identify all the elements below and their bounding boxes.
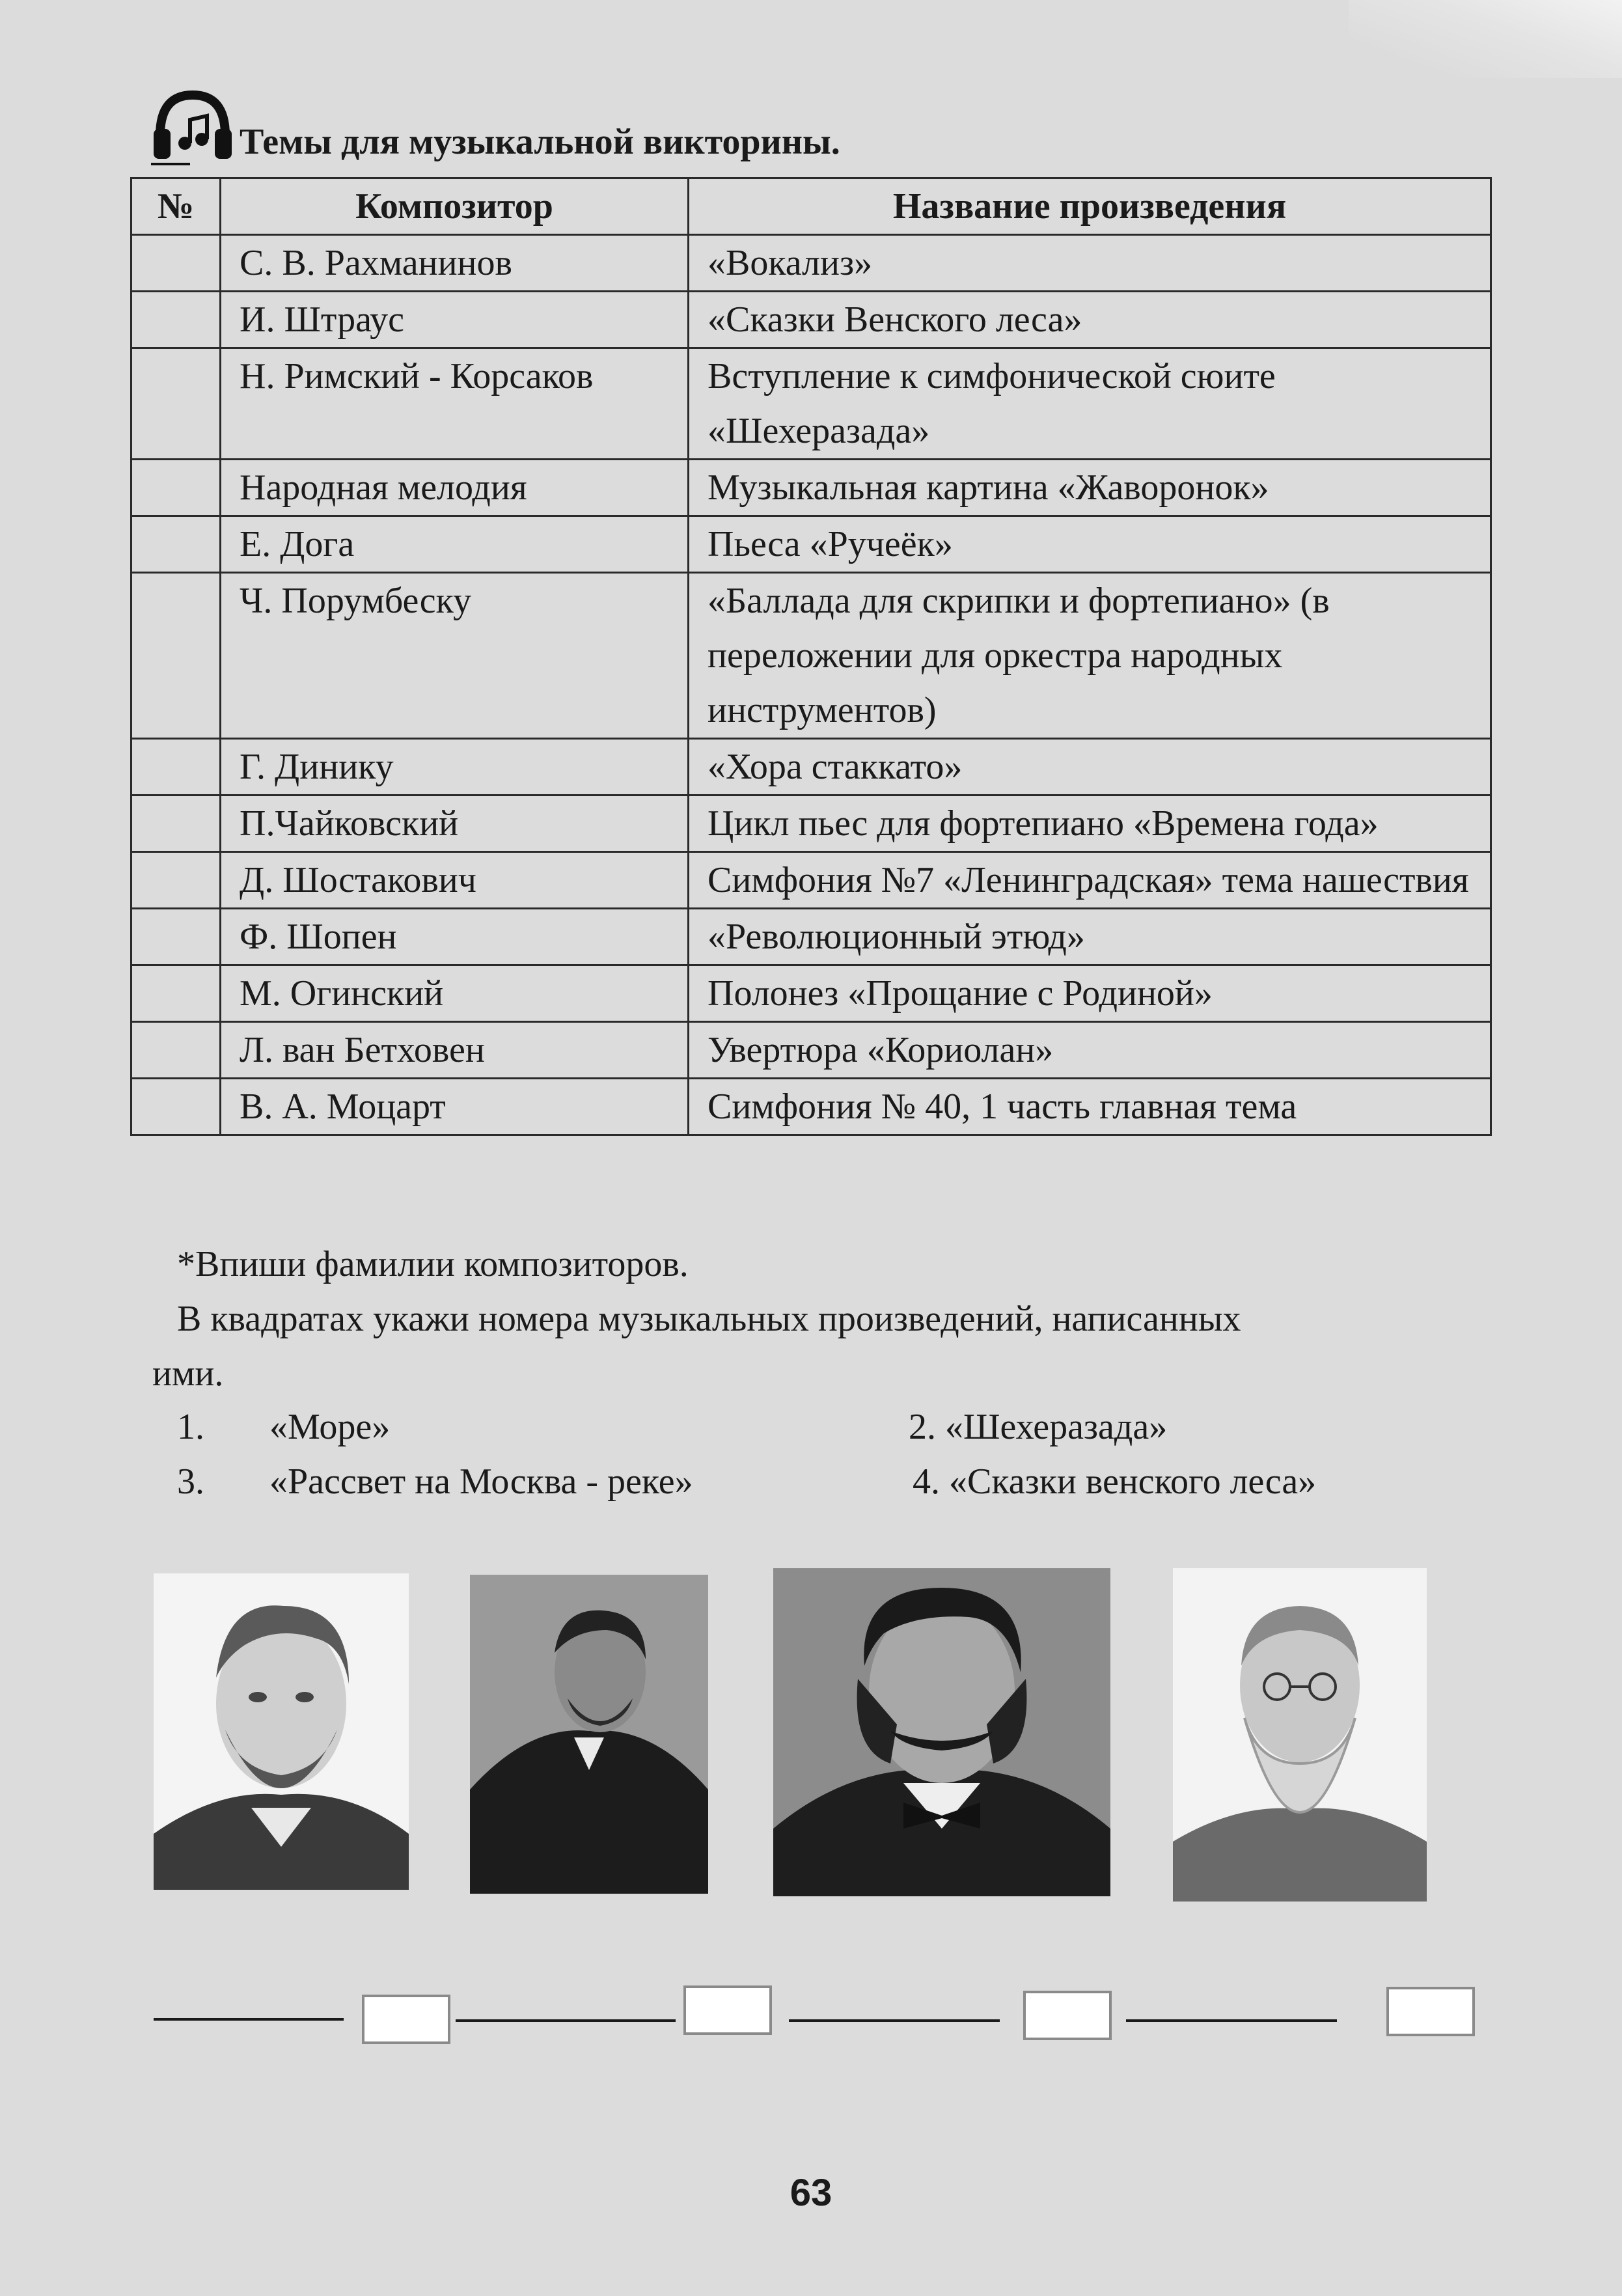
answer-row: [0, 1979, 1622, 2057]
table-row: [131, 292, 1491, 348]
table-row: [131, 1079, 1491, 1135]
work-cell: «Баллада для скрипки и фортепиано» (в переложении для оркестра народных инструментов): [689, 573, 1491, 739]
table-row: [131, 516, 1491, 573]
table-row: [131, 1022, 1491, 1079]
number-cell[interactable]: [131, 516, 221, 573]
number-cell[interactable]: [131, 1079, 221, 1135]
table-header-row: [131, 178, 1491, 235]
name-blank-3[interactable]: [789, 2019, 1000, 2022]
work-number: 1.: [177, 1407, 204, 1447]
work-number: 3.: [177, 1461, 204, 1502]
work-title: «Рассвет на Москва - реке»: [269, 1461, 693, 1502]
work-cell: Музыкальная картина «Жаворонок»: [689, 460, 1491, 516]
work-cell: Цикл пьес для фортепиано «Времена года»: [689, 795, 1491, 852]
composer-cell: Народная мелодия: [221, 460, 689, 516]
work-cell: «Революционный этюд»: [689, 909, 1491, 965]
instruction-line-3: ими.: [152, 1353, 224, 1394]
number-cell[interactable]: [131, 795, 221, 852]
work-cell: Симфония №7 «Ленинградская» тема нашествия: [689, 852, 1491, 909]
work-cell: «Вокализ»: [689, 235, 1491, 292]
number-cell[interactable]: [131, 852, 221, 909]
instructions: [154, 1237, 1241, 1401]
work-title: «Шехеразада»: [945, 1407, 1168, 1447]
work-cell: Вступление к симфонической сюите «Шехеразада»: [689, 348, 1491, 460]
composer-cell: Е. Дога: [221, 516, 689, 573]
work-cell: «Сказки Венского леса»: [689, 292, 1491, 348]
header: [151, 83, 840, 167]
composer-cell: И. Штраус: [221, 292, 689, 348]
table-row: [131, 348, 1491, 460]
number-box-3[interactable]: [1023, 1991, 1112, 2040]
composer-cell: Д. Шостакович: [221, 852, 689, 909]
header-number: №: [131, 178, 221, 235]
name-blank-1[interactable]: [154, 2018, 344, 2021]
table-row: [131, 460, 1491, 516]
number-cell[interactable]: [131, 235, 221, 292]
table-row: [131, 573, 1491, 739]
composer-cell: В. А. Моцарт: [221, 1079, 689, 1135]
table-row: [131, 795, 1491, 852]
composer-cell: М. Огинский: [221, 965, 689, 1022]
number-box-2[interactable]: [683, 1985, 772, 2035]
work-cell: Полонез «Прощание с Родиной»: [689, 965, 1491, 1022]
composer-cell: Г. Динику: [221, 739, 689, 795]
work-item-2: [909, 1400, 1167, 1454]
number-cell[interactable]: [131, 739, 221, 795]
work-cell: «Хора стаккато»: [689, 739, 1491, 795]
work-item-1: [177, 1400, 390, 1454]
quiz-table: [130, 177, 1492, 1136]
work-cell: Пьеса «Ручеёк»: [689, 516, 1491, 573]
table-row: [131, 852, 1491, 909]
portrait-4: [1173, 1568, 1427, 1902]
portrait-1: [154, 1573, 409, 1890]
table-row: [131, 965, 1491, 1022]
table-row: [131, 235, 1491, 292]
portrait-2: [470, 1575, 708, 1894]
composer-cell: Л. ван Бетховен: [221, 1022, 689, 1079]
name-blank-4[interactable]: [1126, 2019, 1337, 2022]
number-cell[interactable]: [131, 348, 221, 460]
header-title: Темы для музыкальной викторины.: [240, 122, 840, 162]
work-number: 2.: [909, 1407, 936, 1447]
number-cell[interactable]: [131, 965, 221, 1022]
composer-cell: Ч. Порумбеску: [221, 573, 689, 739]
instruction-line-1: *Впиши фамилии композиторов.: [177, 1244, 689, 1284]
table-row: [131, 739, 1491, 795]
composer-cell: П.Чайковский: [221, 795, 689, 852]
number-box-4[interactable]: [1386, 1987, 1475, 2036]
header-composer: Композитор: [221, 178, 689, 235]
number-box-1[interactable]: [362, 1995, 450, 2044]
composer-cell: Н. Римский - Корсаков: [221, 348, 689, 460]
number-cell[interactable]: [131, 1022, 221, 1079]
page-number: 63: [790, 2172, 832, 2214]
number-cell[interactable]: [131, 460, 221, 516]
work-title: «Море»: [269, 1407, 391, 1447]
composer-portraits: [0, 1566, 1622, 1904]
work-cell: Симфония № 40, 1 часть главная тема: [689, 1079, 1491, 1135]
work-cell: Увертюра «Кориолан»: [689, 1022, 1491, 1079]
page-corner-smudge: [1349, 0, 1622, 78]
number-cell[interactable]: [131, 573, 221, 739]
number-cell[interactable]: [131, 292, 221, 348]
name-blank-2[interactable]: [456, 2019, 676, 2022]
composer-cell: С. В. Рахманинов: [221, 235, 689, 292]
headphones-music-icon: [151, 83, 234, 167]
instruction-line-2: В квадратах укажи номера музыкальных произведений, написанных: [177, 1299, 1241, 1339]
work-item-3: [177, 1454, 693, 1509]
portrait-3: [773, 1568, 1110, 1896]
table-row: [131, 909, 1491, 965]
number-cell[interactable]: [131, 909, 221, 965]
work-title: «Сказки венского леса»: [949, 1461, 1317, 1502]
work-item-4: [913, 1454, 1316, 1509]
composer-cell: Ф. Шопен: [221, 909, 689, 965]
header-work: Название произведения: [689, 178, 1491, 235]
work-number: 4.: [913, 1461, 940, 1502]
